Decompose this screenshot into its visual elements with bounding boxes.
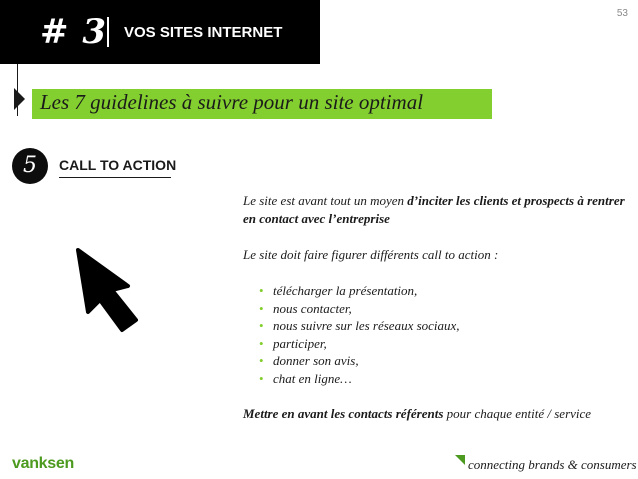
intro-paragraph — [243, 192, 628, 228]
page-number: 53 — [616, 8, 628, 19]
intro-emphasis: d’inciter les clients et prospects à rentrer en contact avec l’entreprise — [243, 193, 625, 226]
footer-tagline: connecting brands & consumers — [468, 457, 637, 472]
mouse-pointer-icon — [74, 246, 154, 336]
list-item: • participer, — [259, 335, 628, 353]
step-title-underline — [59, 177, 171, 178]
vanksen-logo: vanksen — [12, 455, 74, 472]
closing-text: pour chaque entité / service — [443, 406, 592, 421]
step-title: CALL TO ACTION — [59, 157, 177, 173]
triangle-marker-icon — [14, 88, 25, 110]
list-item: • donner son avis, — [259, 352, 628, 370]
closing-paragraph — [243, 405, 628, 423]
step-number-badge: 5 — [12, 148, 48, 184]
list-item: • chat en ligne… — [259, 370, 628, 388]
slide-subtitle: Les 7 guidelines à suivre pour un site optimal — [40, 90, 424, 114]
section-title-heading: VOS SITES INTERNET — [124, 24, 283, 41]
list-item: • nous contacter, — [259, 300, 628, 318]
list-intro: Le site doit faire figurer différents call to action : — [243, 247, 499, 262]
list-item: • télécharger la présentation, — [259, 282, 628, 300]
header-divider — [107, 17, 109, 47]
cta-list — [259, 282, 628, 387]
tagline-marker-icon — [455, 455, 465, 465]
closing-emphasis: Mettre en avant les contacts référents — [243, 406, 444, 421]
section-header — [0, 0, 320, 64]
intro-text: Le site est avant tout un moyen — [243, 193, 408, 208]
list-item: • nous suivre sur les réseaux sociaux, — [259, 317, 628, 335]
content-body — [243, 192, 628, 423]
section-number-heading: # 3 — [40, 12, 107, 52]
